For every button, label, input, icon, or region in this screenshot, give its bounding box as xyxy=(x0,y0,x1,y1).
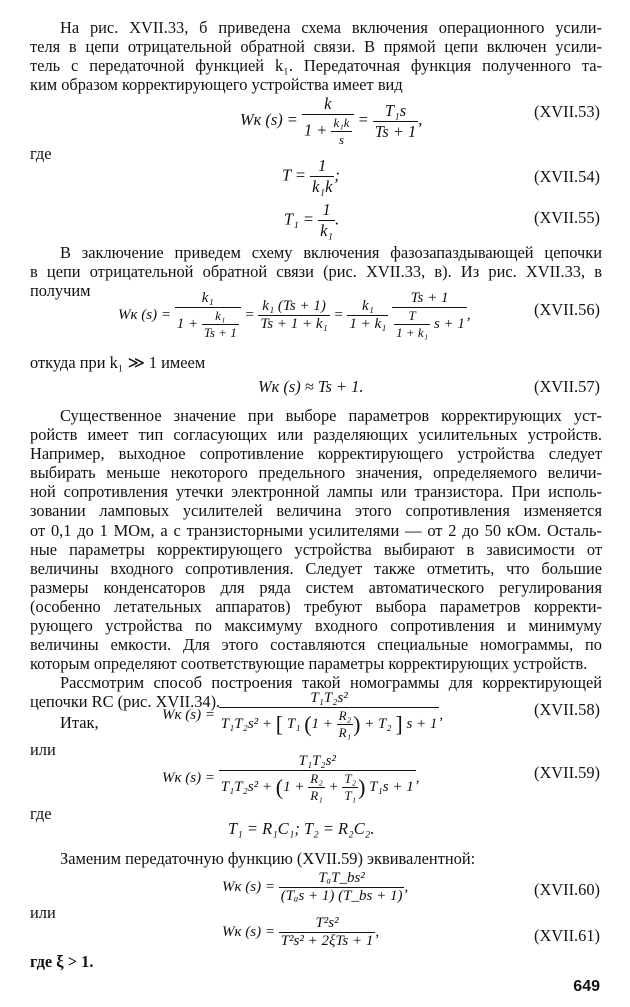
text-line: размеры конденсаторов для ряда систем автоматического регулирования xyxy=(30,577,602,597)
text-line: ройств имеет тип согласующих или разделяющих усилительных устройств. xyxy=(30,425,602,445)
equation-55: T₁ = $\frac{1}{\text{k₁}}$ . xyxy=(284,200,340,240)
equation-number: (XVII.55) xyxy=(534,208,600,227)
text-gde-xi: где ξ > 1. xyxy=(30,952,94,971)
paragraph-intro xyxy=(30,18,602,94)
text-line: выбирать меньше некоторого предельного значения, определяемого величи- xyxy=(30,463,602,483)
equation-58: Wк (s) = T₁T₂s² T₁T₂s² + [ T₁ (1 + $\frac{\text{R₂}}{\text{R₁}}$ ) + T₂ ] s + 1 , xyxy=(162,690,444,740)
text-line: получим xyxy=(30,281,91,301)
equation-57: Wк (s) ≈ Ts + 1. xyxy=(258,377,364,396)
text-line: величины входного сопротивления. Следует также отметить, что большие xyxy=(30,558,602,578)
word-ili: или xyxy=(30,903,56,922)
text-line: величины емкости. Для этого составляются специальные номограммы, по xyxy=(30,635,602,655)
page-number: 649 xyxy=(573,978,600,995)
equation-54: T = $\frac{1}{\text{k₁k}}$ ; xyxy=(282,156,340,196)
text-line: Существенное значение при выборе параметров корректирующих уст- xyxy=(60,406,602,425)
word-gde: где xyxy=(30,144,52,163)
text-line: от 0,1 до 1 МОм, а с транзисторными усилителями — от 2 до 50 кОм. Осталь- xyxy=(30,520,602,540)
equation-53: Wк (s) = k 1 + $\frac{\text{k₁k}}{s}$ = $\frac{\text{T₁s}}{Ts + 1}$ , xyxy=(240,94,423,147)
word-gde: где xyxy=(30,804,52,823)
equation-number: (XVII.57) xyxy=(534,377,600,396)
equation-number: (XVII.53) xyxy=(534,102,600,121)
equation-56: Wк (s) = k₁ 1 + $\frac{\text{k₁}}{Ts + 1}$ = $\frac{\text{k₁ (Ts + 1)}}{\text{Ts + 1 + k₁}}$ = $\frac{\text{k₁}}{\text{1 + k₁}}$ Ts + 1 $\frac{T}{\text{1 + k₁}}$ s + 1 , xyxy=(118,290,471,340)
text-line: зовании ламповых усилителей величина этого сопротивления изменяется xyxy=(30,501,602,521)
text-line: На рис. XVII.33, б приведена схема включения операционного усили- xyxy=(60,18,602,37)
text-line: ной сопротивления утечки электронной лампы или транзистора. При исполь- xyxy=(30,482,602,502)
text-line: ким образом корректирующего устройства имеет вид xyxy=(30,75,403,95)
equation-61: Wк (s) = $\frac{\text{T²s²}}{\text{T²s² + 2ξTs + 1}}$ , xyxy=(222,915,380,949)
text-line: ные параметры корректирующего устройства выбирают в зависимости от xyxy=(30,539,602,559)
equation-number: (XVII.58) xyxy=(534,700,600,719)
text-line: рующего устройства по максимуму входного сопротивления и минимуму xyxy=(30,616,602,636)
equation-59: Wк (s) = T₁T₂s² T₁T₂s² + (1 + $\frac{\text{R₂}}{\text{R₁}}$ + $\frac{\text{T₂}}{\text{T₁}}$ ) T₁s + 1 , xyxy=(162,753,420,803)
text-line: В заключение приведем схему включения фазозапаздывающей цепочки xyxy=(60,243,602,262)
text-itak: Итак, xyxy=(60,713,99,732)
text-line: (особенно летательных аппаратов) требуют выбора параметров корректи- xyxy=(30,596,602,616)
word-ili: или xyxy=(30,740,56,759)
paragraph-parameters xyxy=(30,406,602,673)
text-otkuda: откуда при k₁ ≫ 1 имеем xyxy=(30,353,206,372)
text-line: Рассмотрим способ построения такой номограммы для корректирующей xyxy=(60,673,602,692)
text-line: цепочки RC (рис. XVII.34). xyxy=(30,692,221,712)
text-line: тель с передаточной функцией k₁. Передаточная функция полученного та- xyxy=(30,56,602,76)
equation-number: (XVII.56) xyxy=(534,300,600,319)
text-line: теля в цепи отрицательной обратной связи. В прямой цепи включен усили- xyxy=(30,37,602,57)
text-zamenim: Заменим передаточную функцию (XVII.59) эквивалентной: xyxy=(60,849,476,868)
equation-number: (XVII.59) xyxy=(534,763,600,782)
equation-number: (XVII.61) xyxy=(534,926,600,945)
text-line: которым определяют соответствующие параметры корректирующих устройств. xyxy=(30,654,588,674)
equation-number: (XVII.60) xyxy=(534,880,600,899)
text-line: Например, выходное сопротивление корректирующего устройства следует xyxy=(30,444,602,464)
equation-60: Wк (s) = $\frac{\text{TₐT\_bs²}}{\text{(Tₐs + 1) (T\_bs + 1)}}$ , xyxy=(222,870,409,904)
equation-number: (XVII.54) xyxy=(534,167,600,186)
equation-time-constants: T₁ = R₁C₁; T₂ = R₂C₂. xyxy=(228,819,375,838)
text-line: в цепи отрицательной обратной связи (рис. XVII.33, в). Из рис. XVII.33, в xyxy=(30,262,602,282)
